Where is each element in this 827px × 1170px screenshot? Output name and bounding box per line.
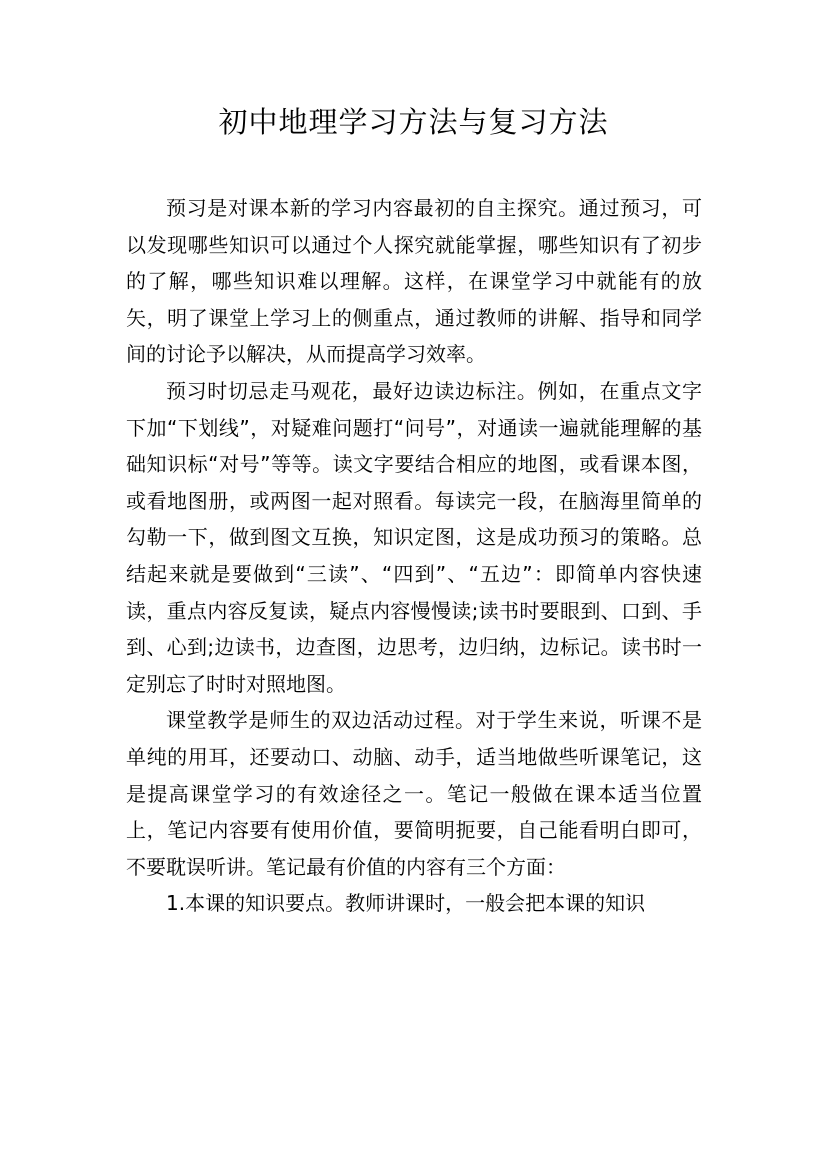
paragraph-preview-strategy: 预习时切忌走马观花，最好边读边标注。例如，在重点文字下加“下划线”，对疑难问题打“问号”，对通读一遍就能理解的基础知识标“对号”等等。读文字要结合相应的地图，或看课本图，或看地图册，或两图一起对照看。每读完一段，在脑海里简单的勾勒一下，做到图文互换，知识定图，这是成功预习的策略。总结起来就是要做到“三读”、“四到”、“五边”：即简单内容快速读，重点内容反复读，疑点内容慢慢读;读书时要眼到、口到、手到、心到;边读书，边查图，边思考，边归纳，边标记。读书时一定别忘了时时对照地图。 — [126, 378, 702, 696]
paragraph-list-item-1: 1.本课的知识要点。教师讲课时，一般会把本课的知识 — [166, 891, 646, 916]
document-body — [126, 190, 702, 922]
document-title: 初中地理学习方法与复习方法 — [218, 105, 609, 139]
paragraph-preview-definition: 预习是对课本新的学习内容最初的自主探究。通过预习，可以发现哪些知识可以通过个人探究就能掌握，哪些知识有了初步的了解，哪些知识难以理解。这样，在课堂学习中就能有的放矢，明了课堂上学习上的侧重点，通过教师的讲解、指导和同学间的讨论予以解决，从而提高学习效率。 — [126, 196, 702, 367]
paragraph-classroom-notes: 课堂教学是师生的双边活动过程。对于学生来说，听课不是单纯的用耳，还要动口、动脑、动手，适当地做些听课笔记，这是提高课堂学习的有效途径之一。笔记一般做在课本适当位置上，笔记内容要有使用价值，要简明扼要，自己能看明白即可，不要耽误听讲。笔记最有价值的内容有三个方面： — [126, 708, 702, 879]
